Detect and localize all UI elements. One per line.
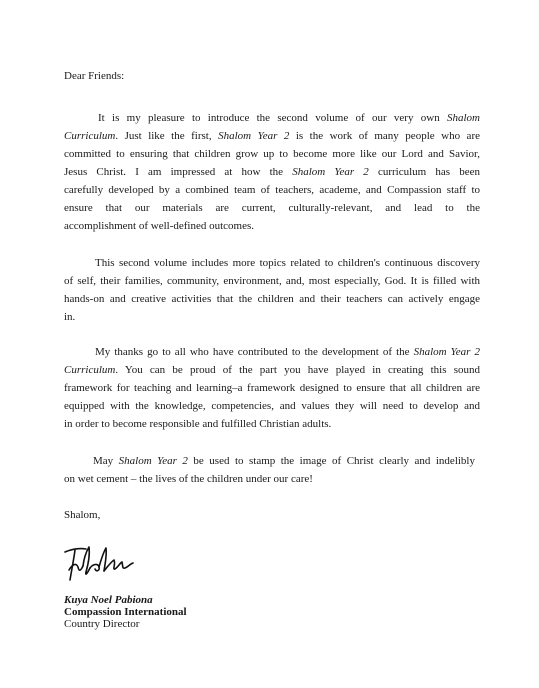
paragraph-3-line-1: My thanks go to all who have contributed to the development of the Shalom Year 2 — [95, 346, 480, 358]
paragraph-1-line-7: accomplishment of well-defined outcomes. — [64, 220, 254, 232]
paragraph-1-line-5: carefully developed by a combined team of teachers, academe, and Compassion staff to — [64, 184, 480, 196]
italic-title: Shalom Year 2 — [292, 166, 369, 178]
paragraph-2-line-4: in. — [64, 311, 76, 323]
italic-title: Curriculum — [64, 364, 116, 376]
paragraph-2-line-2: of self, their families, community, environment, and, most especially, God. It is filled with — [64, 275, 480, 287]
closing: Shalom, — [64, 509, 101, 521]
paragraph-2-line-1: This second volume includes more topics related to children's continuous discovery — [95, 257, 480, 269]
paragraph-4-line-2: on wet cement – the lives of the children under our care! — [64, 473, 313, 485]
italic-title: Shalom Year 2 — [218, 130, 290, 142]
paragraph-1-line-3: committed to ensuring that children grow up to become more like our Lord and Savior, — [64, 148, 480, 160]
paragraph-1-line-1: It is my pleasure to introduce the second volume of our very own Shalom — [98, 112, 480, 124]
paragraph-1-line-4: Jesus Christ. I am impressed at how the Shalom Year 2 curriculum has been — [64, 166, 480, 178]
paragraph-1-line-2: Curriculum. Just like the first, Shalom Year 2 is the work of many people who are — [64, 130, 480, 142]
italic-title: Shalom Year 2 — [118, 455, 188, 467]
italic-title: Shalom — [447, 112, 480, 124]
handwritten-signature — [62, 538, 136, 582]
paragraph-4-line-1: May Shalom Year 2 be used to stamp the image of Christ clearly and indelibly — [93, 455, 475, 467]
paragraph-3-line-3: framework for teaching and learning–a framework designed to ensure that all children are — [64, 382, 480, 394]
italic-title: Curriculum — [64, 130, 116, 142]
paragraph-2-line-3: hands-on and creative activities that the children and their teachers can actively engage — [64, 293, 480, 305]
signatory-title: Country Director — [64, 618, 140, 630]
signatory-name: Kuya Noel Pabiona — [64, 594, 153, 606]
paragraph-3-line-2: Curriculum. You can be proud of the part you have played in creating this sound — [64, 364, 480, 376]
paragraph-1-line-6: ensure that our materials are current, culturally-relevant, and lead to the — [64, 202, 480, 214]
signatory-organization: Compassion International — [64, 606, 187, 618]
italic-title: Shalom Year 2 — [413, 346, 480, 358]
paragraph-3-line-4: equipped with the knowledge, competencies, and values they will need to develop and — [64, 400, 480, 412]
paragraph-3-line-5: in order to become responsible and fulfilled Christian adults. — [64, 418, 332, 430]
greeting: Dear Friends: — [64, 70, 125, 82]
